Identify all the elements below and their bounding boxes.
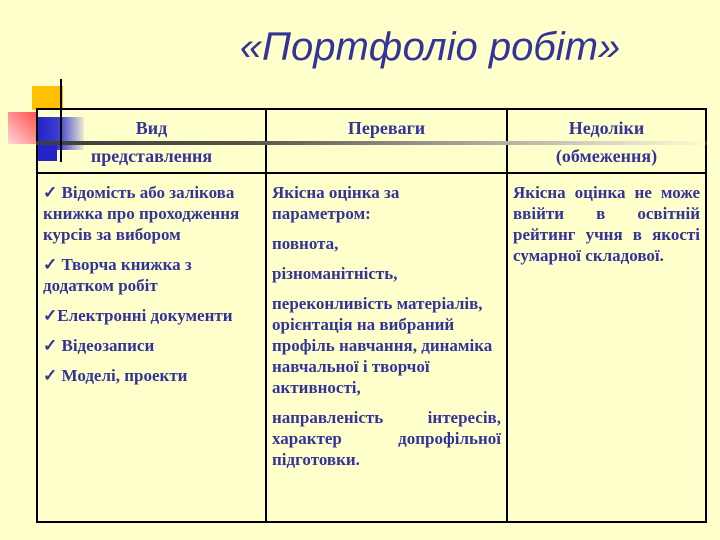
ornament-vertical-line [60,79,62,162]
header-line: (обмеження) [555,146,658,166]
portfolio-table [36,108,707,523]
slide-title: «Портфоліо робіт» [239,25,621,69]
header-line: Вид [135,118,168,138]
header-line: Переваги [347,118,426,138]
advantage-item: Якісна оцінка за параметром: [272,183,400,223]
presentation-type-item: ✓ Творча книжка з додатком робіт [43,255,192,295]
presentation-type-item: ✓ Відеозаписи [43,336,155,355]
presentation-type-item: ✓ Відомість або залікова книжка про проходження курсів за вибором [43,183,240,244]
presentation-types-cell [38,174,265,521]
ornament-gray-divider-line [36,141,710,145]
ornament-yellow-square [32,86,63,110]
presentation-type-item: ✓Електронні документи [43,306,233,325]
header-line: представлення [90,146,213,166]
header-line: Недоліки [568,118,645,138]
advantage-item: повнота, [272,234,339,253]
advantages-cell [265,174,506,521]
advantage-item: направленість інтересів, характер допрофільної підготовки. [272,408,501,469]
ornament-red-square [8,112,37,144]
disadvantages-cell [506,174,705,521]
advantage-item: переконливість матеріалів, орієнтація на вибраний профіль навчання, динаміка навчальної і творчої активності, [272,294,493,397]
presentation-type-item: ✓ Моделі, проекти [43,366,188,385]
advantage-item: різноманітність, [272,264,398,283]
disadvantage-item: Якісна оцінка не може ввійти в освітній рейтинг учня в якості сумарної складової. [513,183,700,265]
